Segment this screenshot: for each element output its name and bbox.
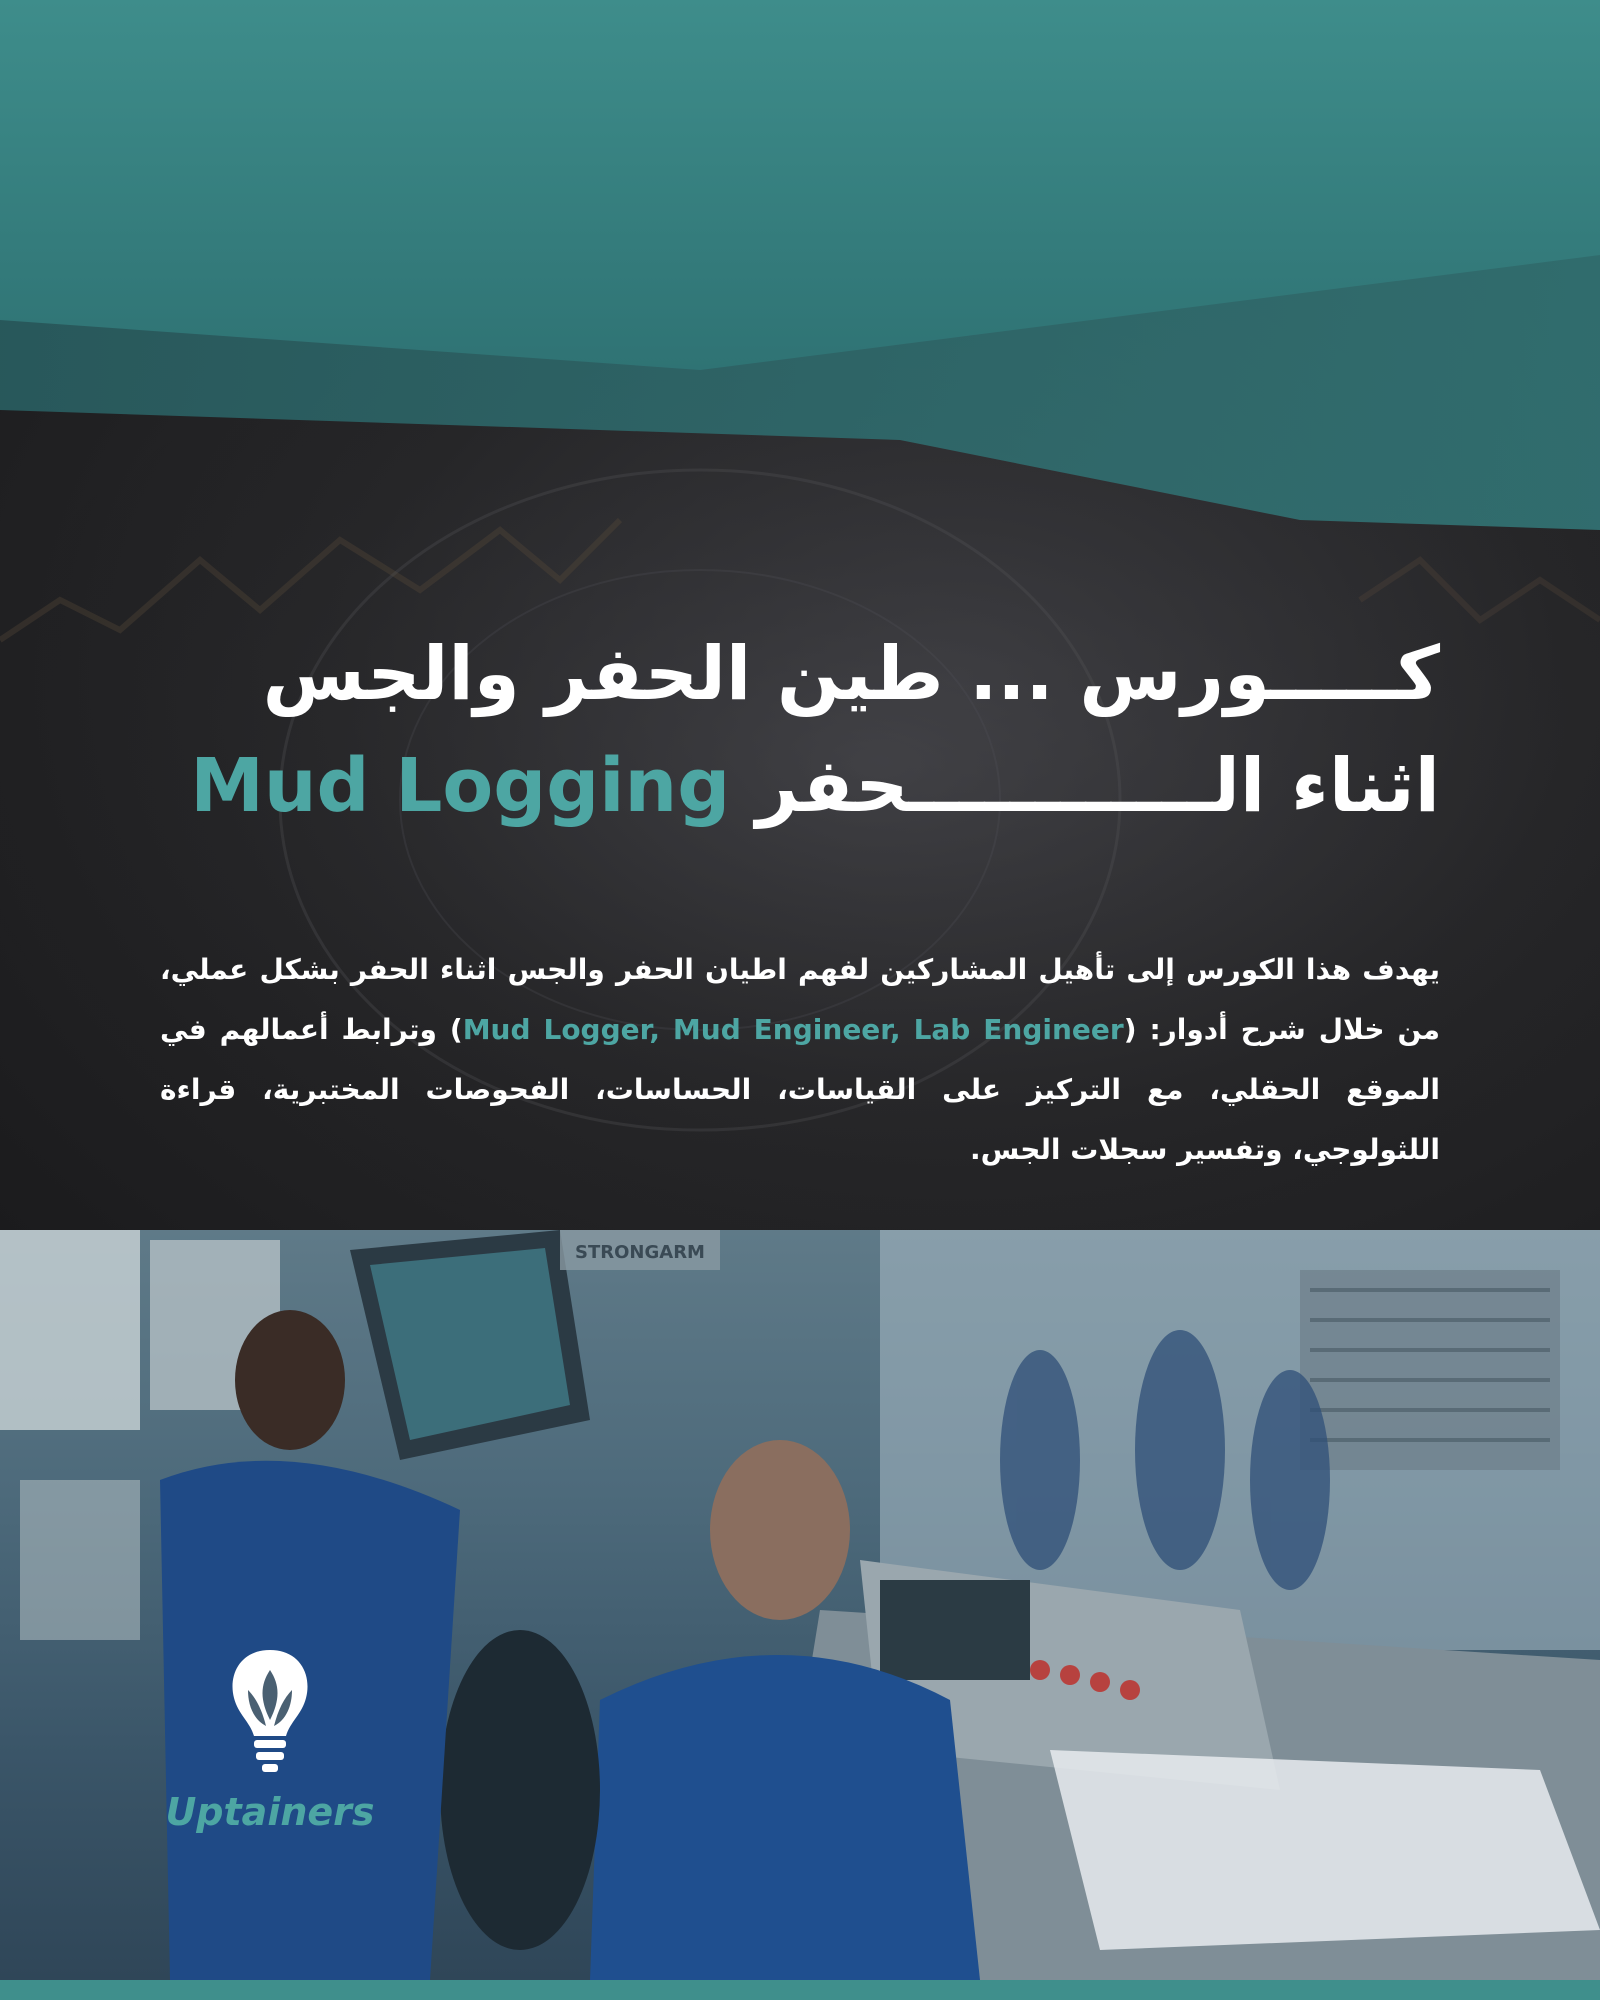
brand-logo [160, 1640, 380, 1840]
description-part-2: ) وترابط أعمالهم في الموقع الحقلي، مع التركيز على القياسات، الحساسات، الفحوصات المختبرية، قراءة اللثولوجي، وتفسير سجلات الجس. [160, 1013, 1440, 1166]
course-description [160, 940, 1440, 1180]
description-part-1: يهدف هذا الكورس إلى تأهيل المشاركين لفهم اطيان الحفر والجس اثناء الحفر بشكل عملي، من خلال شرح أدوار: ( [160, 953, 1440, 1046]
brain-lightbulb-icon [220, 1640, 320, 1780]
teal-header-banner [0, 0, 1600, 540]
title-line-1: كـــــورس ... طين الحفر والجس [262, 631, 1440, 717]
title-mud-logging: Mud Logging [190, 743, 731, 829]
course-title [140, 618, 1440, 842]
photo-sign-text: STRONGARM [575, 1242, 705, 1263]
description-roles: Mud Logger, Mud Engineer, Lab Engineer [462, 1013, 1124, 1046]
title-line-2 [140, 730, 1440, 842]
title-line-2-arabic: اثناء الــــــــــــحفر [755, 743, 1440, 829]
brand-name: Uptainers [165, 1790, 375, 1834]
control-room-photo [0, 1230, 1600, 1980]
bottom-teal-bar [0, 1980, 1600, 2000]
